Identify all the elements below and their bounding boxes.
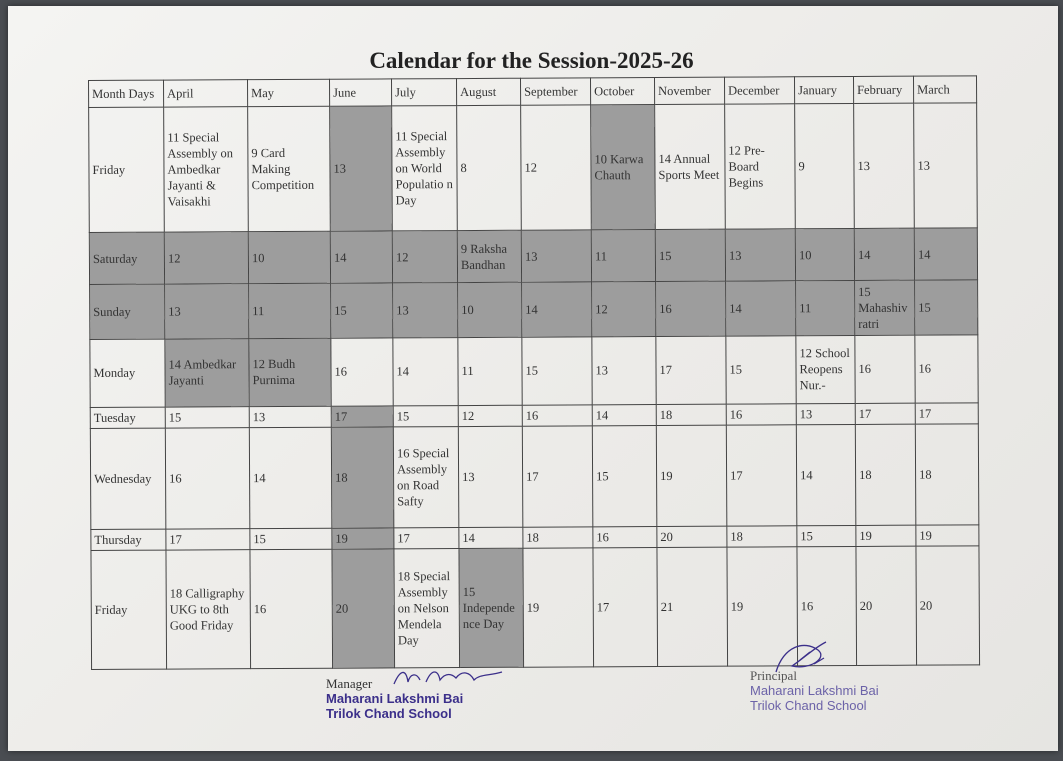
table-row (90, 424, 979, 529)
date-cell: 14 (796, 425, 856, 526)
holiday-cell: 12 (164, 232, 248, 285)
date-cell: 14 (592, 405, 656, 426)
holiday-cell: 9 Raksha Bandhan (457, 230, 521, 283)
holiday-cell: 10 (458, 283, 522, 338)
header-month: February (853, 76, 913, 103)
date-cell: 13 (592, 336, 656, 405)
principal-school-line1: Maharani Lakshmi Bai (750, 683, 879, 698)
date-cell: 9 (795, 104, 855, 229)
date-cell: 17 (726, 425, 797, 526)
day-label: Saturday (89, 232, 164, 285)
principal-label: Principal (750, 668, 797, 683)
date-cell: 16 (250, 549, 333, 668)
date-cell: 13 (854, 103, 915, 228)
date-cell: 17 (915, 403, 978, 424)
date-cell: 13 (914, 103, 978, 228)
holiday-cell: 13 (165, 284, 249, 339)
date-cell: 15 (726, 336, 796, 405)
date-cell: 15 (797, 525, 856, 546)
header-month: August (456, 78, 520, 106)
holiday-cell: 17 (331, 406, 393, 427)
date-cell: 8 (457, 105, 522, 230)
date-cell: 15 (250, 528, 332, 550)
date-cell: 12 (458, 405, 522, 426)
holiday-cell: 13 (725, 229, 795, 282)
date-cell: 15 (592, 426, 657, 527)
date-cell: 18 Special Assembly on Nelson Mendela Day (394, 549, 460, 668)
date-cell: 12 Pre-Board Begins (725, 104, 796, 229)
date-cell: 15 (522, 337, 592, 406)
holiday-cell: 19 (332, 528, 394, 549)
date-cell: 19 (856, 525, 916, 546)
holiday-cell: 15 Mahashiv ratri (855, 281, 915, 336)
holiday-cell: 13 (521, 230, 591, 283)
date-cell: 17 (166, 529, 250, 551)
header-month: December (724, 77, 794, 105)
date-cell: 16 (855, 335, 915, 404)
date-cell: 16 (726, 404, 796, 426)
holiday-cell: 15 (915, 280, 978, 335)
table-row (89, 103, 978, 232)
date-cell: 18 (915, 424, 979, 525)
holiday-cell: 20 (332, 549, 395, 668)
day-label: Sunday (90, 284, 165, 339)
holiday-cell: 10 (795, 229, 854, 282)
date-cell: 13 (249, 406, 331, 428)
table-row (90, 335, 978, 408)
holiday-cell: 14 Ambedkar Jayanti (165, 338, 249, 407)
date-cell: 16 Special Assembly on Road Safty (393, 427, 459, 528)
date-cell: 14 (393, 337, 458, 406)
holiday-cell: 13 (393, 283, 458, 338)
date-cell: 16 (593, 527, 657, 548)
date-cell: 13 (796, 404, 855, 425)
date-cell: 14 Annual Sports Meet (655, 104, 726, 229)
date-cell: 12 School Reopens Nur.- (796, 335, 855, 404)
day-label: Tuesday (90, 407, 165, 429)
holiday-cell: 15 Independe nce Day (459, 548, 524, 667)
holiday-cell: 11 (796, 281, 855, 336)
header-month: November (654, 77, 724, 105)
holiday-cell: 13 (330, 106, 393, 231)
header-month: January (794, 76, 853, 103)
date-cell: 11 Special Assembly on World Populatio n Day (392, 106, 458, 231)
date-cell: 16 (522, 405, 592, 427)
date-cell: 19 (656, 425, 727, 526)
day-label: Wednesday (90, 428, 166, 529)
table-row (90, 280, 978, 339)
date-cell: 18 Calligraphy UKG to 8th Good Friday (166, 550, 251, 669)
header-month: March (913, 76, 976, 104)
manager-signature (390, 664, 510, 690)
date-cell: 16 (797, 547, 857, 666)
table-row (91, 546, 980, 670)
date-cell: 18 (656, 404, 726, 426)
date-cell: 13 (458, 427, 523, 528)
date-cell: 9 Card Making Competition (248, 106, 331, 231)
holiday-cell: 12 (592, 282, 656, 337)
date-cell: 11 Special Assembly on Ambedkar Jayanti & Vaisakhi (164, 107, 249, 232)
date-cell: 20 (916, 546, 980, 665)
date-cell: 17 (522, 426, 593, 527)
holiday-cell: 11 (249, 284, 331, 339)
date-cell: 17 (656, 336, 726, 405)
holiday-cell: 15 (331, 283, 393, 338)
date-cell: 16 (331, 338, 393, 407)
date-cell: 17 (394, 528, 459, 549)
date-cell: 14 (459, 527, 523, 548)
table-row (89, 228, 977, 285)
date-cell: 20 (657, 526, 727, 548)
date-cell: 18 (855, 424, 916, 525)
date-cell: 20 (856, 546, 917, 665)
manager-school-line1: Maharani Lakshmi Bai (326, 691, 464, 706)
header-month: July (391, 79, 456, 107)
holiday-cell: 11 (591, 230, 655, 283)
date-cell: 15 (393, 406, 458, 427)
header-month: September (520, 78, 590, 106)
header-month: June (329, 79, 391, 106)
calendar-title: Calendar for the Session-2025-26 (369, 48, 694, 73)
date-cell: 17 (593, 548, 658, 667)
date-cell: 11 (458, 337, 522, 406)
session-calendar-table (88, 75, 980, 670)
day-label: Friday (89, 107, 165, 232)
holiday-cell: 14 (854, 228, 914, 281)
holiday-cell: 12 Budh Purnima (249, 338, 331, 407)
date-cell: 18 (727, 526, 797, 548)
holiday-cell: 14 (726, 281, 796, 336)
day-label: Friday (91, 550, 167, 669)
date-cell: 19 (727, 547, 798, 666)
date-cell: 12 (521, 105, 592, 230)
date-cell: 19 (916, 525, 979, 546)
holiday-cell: 10 (248, 231, 330, 284)
header-month: April (164, 80, 248, 108)
holiday-cell: 18 (331, 427, 394, 528)
date-cell: 16 (915, 335, 978, 404)
holiday-cell: 15 (655, 229, 725, 282)
holiday-cell: 14 (330, 231, 392, 284)
date-cell: 14 (249, 428, 332, 529)
header-month: October (590, 78, 654, 106)
date-cell: 21 (657, 547, 728, 666)
day-label: Monday (90, 339, 165, 408)
holiday-cell: 14 (522, 282, 592, 337)
manager-label: Manager (326, 676, 373, 691)
header-month: May (248, 79, 330, 107)
principal-school-line2: Trilok Chand School (750, 698, 867, 713)
holiday-cell: 12 (392, 231, 457, 284)
date-cell: 18 (523, 527, 593, 549)
holiday-cell: 16 (656, 282, 726, 337)
header-month-days: Month Days (89, 80, 164, 108)
holiday-cell: 14 (914, 228, 977, 281)
date-cell: 17 (855, 403, 915, 424)
principal-signature (770, 636, 840, 680)
date-cell: 15 (165, 407, 249, 429)
date-cell: 19 (523, 548, 594, 667)
manager-school-line2: Trilok Chand School (326, 706, 452, 721)
date-cell: 16 (165, 428, 250, 529)
day-label: Thursday (91, 529, 166, 551)
holiday-cell: 10 Karwa Chauth (591, 105, 656, 230)
